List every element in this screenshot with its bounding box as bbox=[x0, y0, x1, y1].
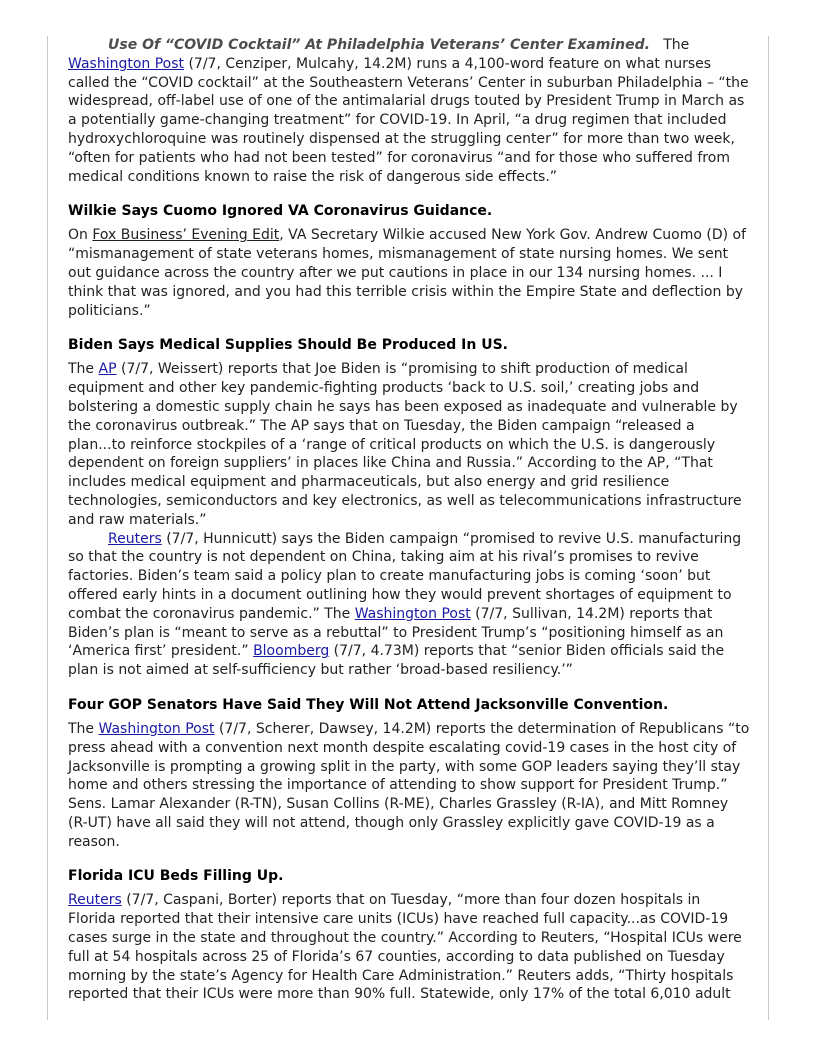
headline-wilkie-cuomo: Wilkie Says Cuomo Ignored VA Coronavirus Guidance. bbox=[68, 203, 493, 220]
article-body: (7/7, Caspani, Borter) reports that on Tuesday, “more than four dozen hospitals in Florida reported that their intensive care units (ICUs) have reached full capacity...as COVID-19 cases surge in the state and throughout the country.” According to Reuters, “Hospital ICUs were full at 54 hospitals across 25 of Florida’s 67 counties, according to data published on Tuesday morning by the state’s Agency for Health Care Administration.” Reuters adds, “Thirty hospitals reported that their ICUs were more than 90% full. Statewide, only 17% of the total 6,010 adult bbox=[68, 892, 742, 1003]
article-body: , VA Secretary Wilkie accused New York Gov. Andrew Cuomo (D) of “mismanagement of state veterans homes, mismanagement of state nursing homes. We sent out guidance across the country after we put cautions in place in our 134 nursing homes. ... I think that was ignored, and you had this terrible crisis within the Empire State and deflection by politicians.” bbox=[68, 227, 747, 319]
left-margin-rule bbox=[47, 36, 48, 1020]
article-lead-title: Use Of “COVID Cocktail” At Philadelphia Veterans’ Center Examined. bbox=[108, 37, 650, 53]
source-link-washington-post[interactable]: Washington Post bbox=[354, 605, 471, 622]
source-fox-business: Fox Business’ Evening Edit bbox=[92, 227, 280, 244]
source-link-reuters[interactable]: Reuters bbox=[108, 530, 162, 547]
source-link-washington-post[interactable]: Washington Post bbox=[98, 720, 215, 737]
right-margin-rule bbox=[768, 36, 769, 1020]
lead-connector: The bbox=[649, 37, 690, 53]
source-link-ap[interactable]: AP bbox=[98, 361, 117, 378]
headline-gop-senators: Four GOP Senators Have Said They Will Not Attend Jacksonville Convention. bbox=[68, 696, 669, 713]
article-body: (7/7, Hunnicutt) says the Biden campaign “promised to revive U.S. manufacturing so that the country is not dependent on China, taking aim at his rival’s promises to revive factories. Biden’s team said a policy plan to create manufacturing jobs is coming ‘soon’ but offered early hints in a document outlining how they would prevent shortages of equipment to combat the coronavirus pandemic.” The bbox=[68, 530, 742, 622]
article-body: (7/7, Scherer, Dawsey, 14.2M) reports the determination of Republicans “to press ahead with a convention next month despite escalating covid-19 cases in the host city of Jacksonville is prompting a growing split in the party, with some GOP leaders saying they’ll stay home and others stressing the importance of attending to show support for President Trump.” Sens. Lamar Alexander (R-TN), Susan Collins (R-ME), Charles Grassley (R-IA), and Mitt Romney (R-UT) have all said they will not attend, though only Grassley explicitly gave COVID-19 as a reason. bbox=[68, 720, 750, 850]
article-biden-p1 bbox=[68, 360, 750, 529]
source-link-reuters[interactable]: Reuters bbox=[68, 892, 122, 909]
headline-florida-icu: Florida ICU Beds Filling Up. bbox=[68, 868, 284, 885]
article-body: (7/7, Sullivan, 14.2M) reports that Biden’s plan is “meant to serve as a rebuttal” to President Trump’s “positioning himself as an ‘America first’ president.” bbox=[68, 605, 724, 660]
source-link-bloomberg[interactable]: Bloomberg bbox=[253, 643, 330, 660]
newsletter-body bbox=[68, 36, 750, 1004]
article-gop-senators bbox=[68, 720, 750, 852]
article-wilkie-cuomo bbox=[68, 226, 750, 320]
article-florida-icu bbox=[68, 891, 750, 1004]
article-intro: On bbox=[68, 227, 93, 244]
article-intro: The bbox=[68, 720, 99, 737]
article-body: (7/7, Weissert) reports that Joe Biden is “promising to shift production of medical equipment and other key pandemic-fighting products ‘back to U.S. soil,’ creating jobs and bolstering a domestic supply chain he says has been exposed as inadequate and vulnerable by the coronavirus outbreak.” The AP says that on Tuesday, the Biden campaign “released a plan...to reinforce stockpiles of a ‘range of critical products on which the U.S. is dangerously dependent on foreign suppliers’ in places like China and Russia.” According to the AP, “That includes medical equipment and pharmaceuticals, but also energy and grid resilience technologies, semiconductors and key electronics, as well as telecommunications infrastructure and raw materials.” bbox=[68, 361, 742, 528]
source-link-washington-post[interactable]: Washington Post bbox=[68, 55, 185, 72]
article-body: (7/7, 4.73M) reports that “senior Biden officials said the plan is not aimed at self-sufficiency but rather ‘broad-based resiliency.’” bbox=[68, 643, 725, 679]
article-body: (7/7, Cenziper, Mulcahy, 14.2M) runs a 4,100-word feature on what nurses called the “COVID cocktail” at the Southeastern Veterans’ Center in suburban Philadelphia – “the widespread, off-label use of one of the antimalarial drugs touted by President Trump in March as a potentially game-changing treatment” for COVID-19. In April, “a drug regimen that included hydroxychloroquine was routinely dispensed at the struggling center” for more than two week, “often for patients who had not been tested” for coronavirus “and for those who suffered from medical conditions known to raise the risk of dangerous side effects.” bbox=[68, 55, 749, 185]
article-biden-p2 bbox=[68, 530, 750, 680]
article-covid-cocktail bbox=[68, 36, 750, 186]
article-intro: The bbox=[68, 361, 99, 378]
headline-biden-supplies: Biden Says Medical Supplies Should Be Produced In US. bbox=[68, 337, 508, 354]
